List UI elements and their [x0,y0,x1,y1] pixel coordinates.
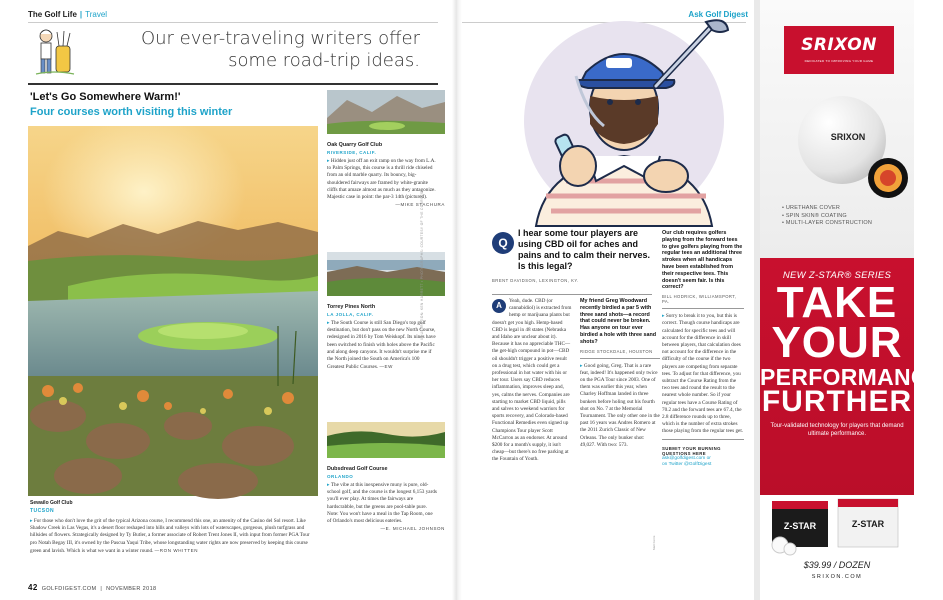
feature-item: • URETHANE COVER [782,205,840,211]
golfer-mascot-icon [32,26,76,78]
section-header [28,10,107,19]
brand-tagline: DEDICATED TO IMPROVING YOUR GAME [804,59,874,63]
answer-2 [580,363,660,449]
oak-quarry-photo [327,90,445,134]
section-name: Travel [85,10,108,19]
side-author: —EW [379,364,394,370]
triangle-bullet-icon: ▸ [30,518,34,524]
page-headline: Our ever-traveling writers offer some road-trip ideas. [140,28,420,71]
triangle-bullet-icon: ▸ [662,313,666,320]
ad-top-panel [760,0,914,258]
side-course-location: LA JOLLA, CALIF. [327,312,374,317]
feature-item: • SPIN SKIN® COATING [782,212,847,219]
divider [662,308,744,309]
main-body-text: For those who don't love the grit of the typical Arizona course, I recommend this one, an amenity of the Casino del Sol resort. Like Shadow Creek in Las Vegas, it's a desert floor reshaped into hills and valleys with lots of waterscapes, gorgeous, plush turfgrass and hillsides of flowers. Strategically designed by Ty Butler, a former associate of Robert Trent Jones II, with input from former PGA Tour pro Notah Begay III, it's owned by the Pascua Yaqui Tribe, whose longstanding water rights are now preserved by keeping this course green and lavish. Which is what we want in a winter round. [30,518,310,554]
folio: 42 GOLFDIGEST.COM | NOVEMBER 2018 [28,583,157,592]
ad-headline-4: FURTHER [761,385,913,419]
question-rule [492,294,652,295]
svg-text:Z-STAR: Z-STAR [783,521,817,531]
submit-twitter[interactable]: on Twitter @GolfDigest [662,461,712,467]
divider [580,358,660,359]
article-title: 'Let's Go Somewhere Warm!' [30,91,181,103]
ad-headline-1: TAKE [776,278,898,327]
question-2-text: My friend Greg Woodward recently birdied a par 5 with three sand shots—a record that could never be broken. Has anyone on tour ever birdied a hole with three sand shots? [580,298,657,345]
left-page [0,0,455,600]
article-dek: Four courses worth visiting this winter [30,106,233,118]
sewailo-course-photo [28,126,318,496]
srixon-advertisement[interactable] [754,0,943,600]
folio-site: GOLFDIGEST.COM [41,586,97,592]
column-label: Ask Golf Digest [688,10,748,19]
main-author: —RON WHITTEN [154,547,199,553]
srixon-logo [784,26,894,74]
answer-column-1 [492,298,572,464]
side-item-torrey-pines [327,252,445,371]
triangle-bullet-icon: ▸ [580,362,584,369]
side-author: —E. MICHAEL JOHNSON [380,526,445,532]
golfer-illustration [506,16,741,226]
side-item-dubsdread [327,422,445,531]
side-course-name: Oak Quarry Golf Club [327,142,383,148]
question-text: I hear some tour players are using CBD oil for aches and pains and to calm their nerves. Is this legal? [518,228,651,271]
question-block [492,228,652,283]
ad-headline-3: PERFORMANCE [760,363,943,390]
side-course-body [327,482,437,525]
side-body-text: The vibe at this inexpensive muny is pure, old-school golf, and the course is the longest 6,153 yards you'll ever play. At times the fairways are hardscrabble, but the greens are pool-table pure. Note: You won't have a meal in the Tap Room, one of Orlando's most delicious eateries. [327,482,437,525]
answer-column-3 [662,230,744,468]
ad-price: $39.99 / DOZEN [803,560,871,570]
side-course-location: ORLANDO [327,474,354,479]
feature-list [782,205,872,228]
side-course-name: Dubsdread Golf Course [327,466,388,472]
side-course-name: Torrey Pines North [327,304,376,310]
ball-box-icon [760,495,914,555]
answer-3 [662,313,744,435]
ball-boxes-panel [760,495,914,600]
answer-2-text: Good going, Greg. That is a rare feat, indeed! It's happened only twice on the PGA Tour since 2003. One of them was earlier this year, when Charley Hoffman landed in three bunkers before holing out his fourth shot on No. 7 at the Memorial Tournament. The only other one in the past 16 years was Andres Romero at the 2011 Zurich Classic of New Orleans. The only bunker shot: 49,027. With two: 573. [580,362,660,448]
brand-name: SRIXON [801,35,877,55]
ad-subcopy: Tour-validated technology for players that demand ultimate performance. [770,422,904,437]
dubsdread-photo [327,422,445,458]
submit-email[interactable]: ask@golfdigest.com or [662,455,711,461]
question-marker-icon: Q [492,232,514,254]
illustration-credit: Matt Ferris [652,535,656,550]
answer-column-2 [580,298,660,449]
submit-label: SUBMIT YOUR BURNING QUESTIONS HERE [662,445,721,456]
title-rule [28,83,438,85]
feature-item: • MULTI-LAYER CONSTRUCTION [782,220,873,226]
spine-gutter [452,0,462,600]
side-author: —MIKE STACHURA [395,202,445,208]
answer-text: Yeah, dude. CBD (or cannabidiol) is extracted from hemp or marijuana plants but doesn't get you high. Hemp-based CBD is legal in 48 states (Nebraska and Idaho are unclear about it). Because it has no appreciable THC—the get-high compound in pot—CBD oil shouldn't trigger a positive result on a drug test, which could get a professional in hot water with his or her tour. Users say CBD reduces inflammation, improves sleep and, yes, calms the nerves. Companies are starting to market CBD liquid, pills and salves to weekend warriors for sports recovery, and Colorado-based Functional Remedies even signed up Champions Tour player Scott McCarron as an endorser. At around $200 for a month's supply, it isn't cheap—but there's no free parking at the Fountain of Youth. [492,298,572,463]
triangle-bullet-icon: ▸ [327,320,331,326]
ad-website[interactable]: SRIXON.COM [811,574,863,580]
page-number: 42 [28,583,38,592]
main-course-body [30,518,317,555]
section-label: The Golf Life [28,10,77,19]
question-3-signature: BILL HODRICK, WILLIAMSPORT, PA. [662,294,737,305]
svg-text:SRIXON: SRIXON [830,132,866,142]
question-signature: BRENT DAVIDSON, LEXINGTON, KY. [492,278,579,283]
question-3-text: Our club requires golfers playing from the forward tees to give golfers playing from the regular tees an additional three strokes when all handicaps have been established from their respective tees. This doesn't seem fair. Is this correct? [662,230,743,291]
header-separator-icon: | [79,10,83,19]
header-rule [28,22,438,23]
answer-marker-icon: A [492,299,506,313]
svg-text:Z-STAR: Z-STAR [851,519,885,529]
divider [662,439,744,440]
triangle-bullet-icon: ▸ [327,158,331,164]
side-course-location: RIVERSIDE, CALIF. [327,150,377,155]
folio-date: NOVEMBER 2018 [106,586,157,592]
main-course-name: Sewailo Golf Club [30,500,73,506]
golf-ball-icon [790,92,910,202]
right-page [462,0,754,600]
question-2-signature: RIDGE STOCKDALE, HOUSTON [580,348,653,354]
photo-credit: ILLUSTRATION: KEN HARRETT • PHOTOGRAPHS: COURTESY OF THE COURSES [420,191,424,340]
answer-3-text: Sorry to break it to you, but this is correct. Though course handicaps are calculated for specific tees and will account for the difference in skill between players, that calculation does not account for the difference in the difficulty of the course if the two players are competing from separate tees. To adjust for that difference, you subtract the Course Rating from the two tees and round the result to the nearest whole number. So if your regular tees have a Course Rating of 70.2 and the forward tees are 67.4, the 2.8 difference rounds up to three, which is the number of extra strokes those playing from the regular tees get. [662,313,744,435]
triangle-bullet-icon: ▸ [327,482,331,488]
side-body-text: Hidden just off an exit ramp on the way from L.A. to Palm Springs, this course is a thrill ride chiseled from an old marble quarry. Its bouncy, big-shouldered fairways are framed by white-granite cliffs that amaze almost as much as they antagonize. Majestic case in point: the par-3 14th (pictured). [327,158,436,201]
torrey-pines-photo [327,252,445,296]
main-course-location: TUCSON [30,508,55,514]
series-label: NEW Z-STAR® SERIES [782,270,892,281]
ad-headline-2: YOUR [771,318,903,368]
side-item-oak-quarry [327,90,445,207]
side-body-text: The South Course is still San Diego's top golf destination, but don't pass on the new North Course, redesigned in 2016 by Tom Weiskopf. Its nines have been switched to finish with holes above the Pacific and along deep canyons. It wouldn't surprise me if the North joined the South on America's 100 Greatest Public Courses. [327,320,436,371]
